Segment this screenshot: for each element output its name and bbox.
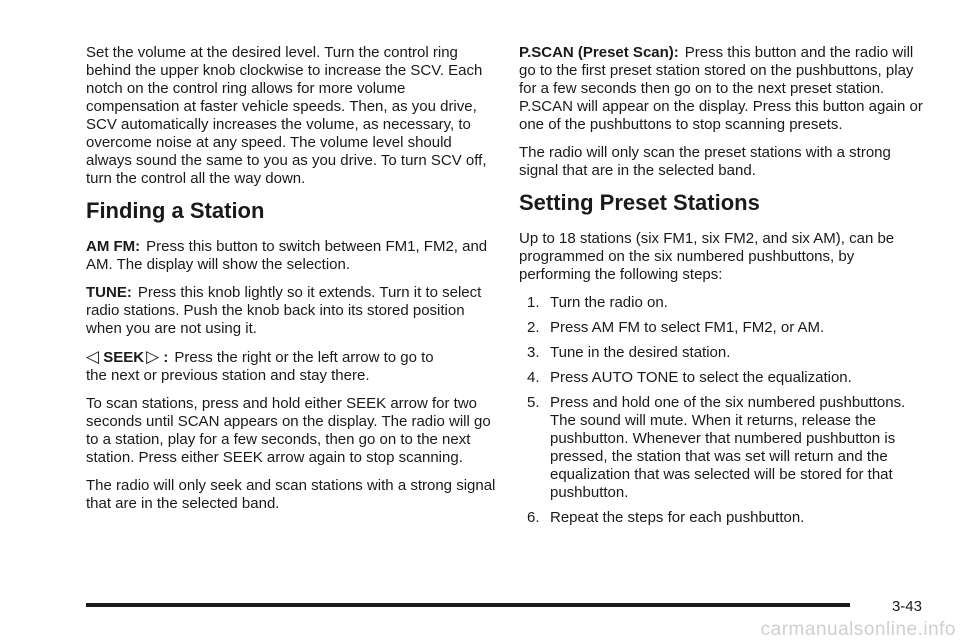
am-fm-term: AM FM: — [86, 238, 141, 255]
seek-term: SEEK — [103, 349, 145, 366]
tune-text: Press this knob lightly so it extends. Turn it to select radio stations. Push the knob back into its stored position when you are not using it. — [86, 284, 482, 337]
step-text: Press AM FM to select FM1, FM2, or AM. — [550, 319, 825, 336]
am-fm-text: Press this button to switch between FM1, FM2, and AM. The display will show the selection. — [86, 238, 488, 273]
step-number: 1. — [527, 294, 540, 311]
step-number: 3. — [527, 344, 540, 361]
pscan-paragraph — [519, 44, 929, 134]
seek-colon: : — [163, 349, 169, 366]
scan-paragraph: To scan stations, press and hold either SEEK arrow for two seconds until SCAN appears on the display. The radio will go to a station, play for a few seconds, then go on to the next station. Press either SEEK arrow again to stop scanning. — [86, 395, 491, 466]
step-text: Turn the radio on. — [550, 294, 668, 311]
step-number: 2. — [527, 319, 540, 336]
list-item — [519, 394, 929, 502]
step-text: Tune in the desired station. — [550, 344, 731, 361]
list-item — [519, 319, 929, 337]
step-text: Repeat the steps for each pushbutton. — [550, 509, 805, 526]
seek-strong-signal-paragraph: The radio will only seek and scan stations with a strong signal that are in the selected band. — [86, 477, 496, 512]
presets-intro-paragraph: Up to 18 stations (six FM1, six FM2, and six AM), can be programmed on the six numbered pushbuttons, by performing the following steps: — [519, 230, 895, 283]
list-item — [519, 369, 929, 387]
page-number: 3-43 — [891, 598, 922, 615]
scv-paragraph: Set the volume at the desired level. Turn the control ring behind the upper knob clockwise to increase the SCV. Each notch on the control ring allows for more volume compensation at faster vehicle speeds. Then, as you drive, SCV automatically increases the volume, as necessary, to overcome noise at any speed. The volume level should always sound the same to you as you drive. To turn SCV off, turn the control all the way down. — [86, 44, 487, 187]
preset-steps-list — [519, 294, 929, 527]
right-column — [519, 44, 929, 534]
seek-text: Press the right or the left arrow to go to — [174, 349, 434, 366]
step-number: 5. — [527, 394, 540, 411]
step-number: 6. — [527, 509, 540, 526]
seek-paragraph-continued: the next or previous station and stay there. — [86, 367, 370, 384]
footer-rule — [86, 603, 850, 607]
pscan-strong-signal-paragraph: The radio will only scan the preset stations with a strong signal that are in the selected band. — [519, 144, 891, 179]
list-item — [519, 509, 929, 527]
pscan-text: Press this button and the radio will go to the first preset station stored on the pushbuttons, play for a few seconds then go on to the next preset station. P.SCAN will appear on the display. Press this button again or one of the pushbuttons to stop scanning presets. — [519, 44, 923, 133]
finding-station-heading: Finding a Station — [86, 198, 265, 223]
left-column — [86, 44, 496, 523]
watermark: carmanualsonline.info — [760, 619, 956, 640]
step-number: 4. — [527, 369, 540, 386]
list-item — [519, 294, 929, 312]
pscan-term: P.SCAN (Preset Scan): — [519, 44, 679, 61]
seek-paragraph — [86, 348, 496, 367]
setting-presets-heading: Setting Preset Stations — [519, 190, 760, 215]
tune-paragraph — [86, 284, 496, 338]
tune-term: TUNE: — [86, 284, 132, 301]
step-text: Press and hold one of the six numbered pushbuttons. The sound will mute. When it returns, release the pushbutton. Whenever that numbered pushbutton is pressed, the station that was set will return and the equalization that was selected will be stored for that pushbutton. — [550, 394, 906, 501]
step-text: Press AUTO TONE to select the equalization. — [550, 369, 852, 386]
list-item — [519, 344, 929, 362]
seek-left-arrow-icon: ◁ — [86, 347, 100, 366]
seek-right-arrow-icon: ▷ — [146, 347, 160, 366]
am-fm-paragraph — [86, 238, 496, 274]
